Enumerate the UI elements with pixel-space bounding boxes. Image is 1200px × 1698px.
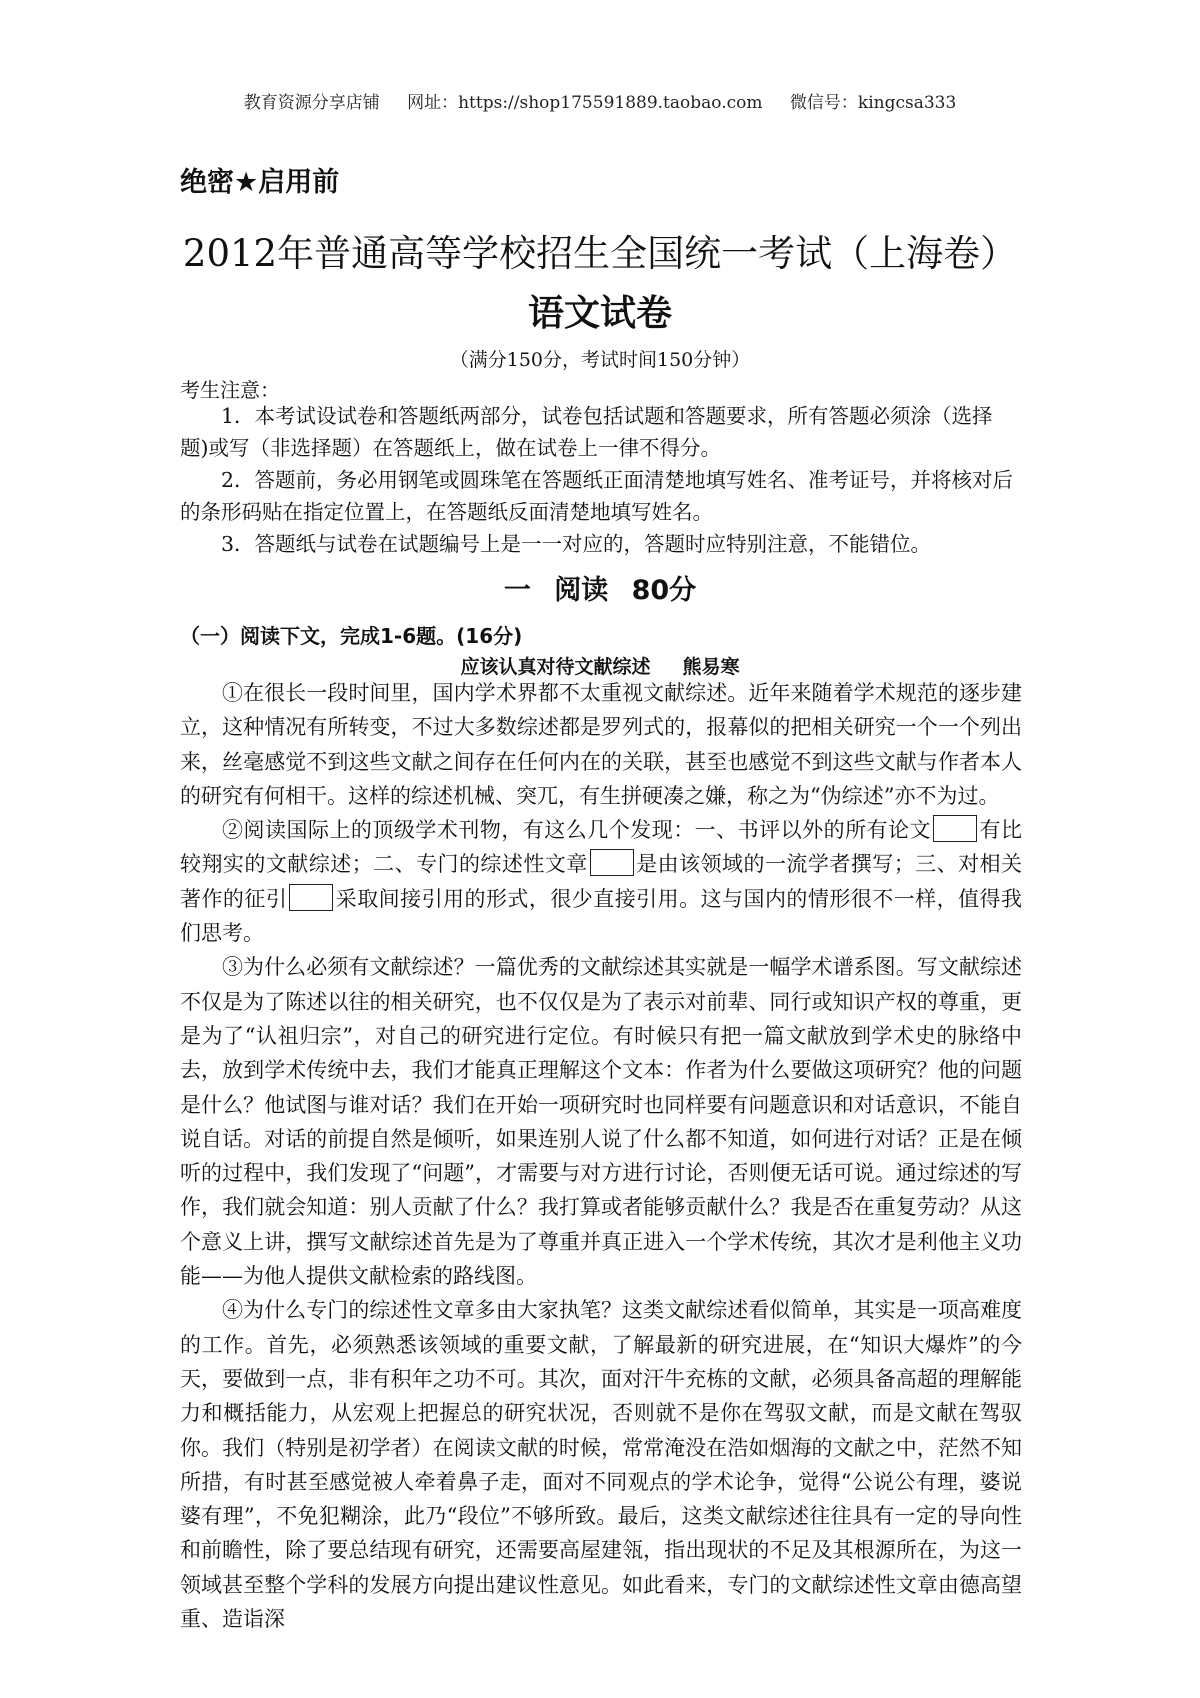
article-author: 熊易寒: [682, 656, 740, 678]
exam-subtitle: 语文试卷: [527, 293, 672, 334]
paragraph-2-part: 有比较翔实的文献综述；二、专门的综述性文章: [180, 818, 1023, 877]
shop-url: 网址：https://shop175591889.taobao.com: [407, 93, 763, 113]
shop-name: 教育资源分享店铺: [243, 93, 380, 113]
paragraph-2-part: 是由该领域的一流学者撰写；三、对相关著作的征引: [180, 852, 1023, 911]
paragraph-4: ④为什么专门的综述性文章多由大家执笔？这类文献综述看似简单，其实是一项高难度的工作。首先，必须熟悉该领域的重要文献，了解最新的研究进展，在“知识大爆炸”的今天，要做到一点，非有积年之功不可。其次，面对汗牛充栋的文献，必须具备高超的理解能力和概括能力，从宏观上把握总的研究状况，否则就不是你在驾驭文献，而是文献在驾驭你。我们（特别是初学者）在阅读文献的时候，常常淹没在浩如烟海的文献之中，茫然不知所措，有时甚至感觉被人牵着鼻子走，面对不同观点的学术论争，觉得“公说公有理，婆说婆有理”，不免犯糊涂，此乃“段位”不够所致。最后，这类文献综述往往具有一定的导向性和前瞻性，除了要总结现有研究，还需要高屋建瓴，指出现状的不足及其根源所在，为这一领域甚至整个学科的发展方向提出建议性意见。如此看来，专门的文献综述性文章由德高望重、造诣深: [180, 1298, 1022, 1632]
exam-title: 2012年普通高等学校招生全国统一考试（上海卷）: [182, 232, 1018, 275]
notes-list: [180, 400, 1020, 560]
note-item: 3．答题纸与试卷在试题编号上是一一对应的，答题时应特别注意，不能错位。: [221, 532, 932, 556]
paragraph-2: [180, 813, 1022, 950]
note-item: 1．本考试设试卷和答题纸两部分，试卷包括试题和答题要求，所有答题必须涂（选择题)或写（非选择题）在答题纸上，做在试卷上一律不得分。: [180, 404, 993, 460]
paragraph-1: ①在很长一段时间里，国内学术界都不太重视文献综述。近年来随着学术规范的逐步建立，这种情况有所转变，不过大多数综述都是罗列式的，报幕似的把相关研究一个一个列出来，丝毫感觉不到这些文献之间存在任何内在的关联，甚至也感觉不到这些文献与作者本人的研究有何相干。这样的综述机械、突兀，有生拼硬凑之嫌，称之为“伪综述”亦不为过。: [180, 681, 1022, 808]
fill-blank-box: [590, 849, 634, 876]
question-heading: （一）阅读下文，完成1-6题。(16分): [180, 624, 523, 648]
article-body: [180, 676, 1022, 1636]
paragraph-3: ③为什么必须有文献综述？一篇优秀的文献综述其实就是一幅学术谱系图。写文献综述不仅是为了陈述以往的相关研究，也不仅仅是为了表示对前辈、同行或知识产权的尊重，更是为了“认祖归宗”，对自己的研究进行定位。有时候只有把一篇文献放到学术史的脉络中去，放到学术传统中去，我们才能真正理解这个文本：作者为什么要做这项研究？他的问题是什么？他试图与谁对话？我们在开始一项研究时也同样要有问题意识和对话意识，不能自说自话。对话的前提自然是倾听，如果连别人说了什么都不知道，如何进行对话？正是在倾听的过程中，我们发现了“问题”，才需要与对方进行讨论，否则便无话可说。通过综述的写作，我们就会知道：别人贡献了什么？我打算或者能够贡献什么？我是否在重复劳动？从这个意义上讲，撰写文献综述首先是为了尊重并真正进入一个学术传统，其次才是利他主义功能——为他人提供文献检索的路线图。: [180, 955, 1022, 1289]
article-title: 应该认真对待文献综述: [460, 656, 651, 678]
exam-meta: （满分150分，考试时间150分钟）: [449, 349, 751, 371]
paragraph-2-part: ②阅读国际上的顶级学术刊物，有这么几个发现：一、书评以外的所有论文: [222, 818, 932, 843]
fill-blank-box: [933, 815, 977, 842]
confidential-stamp: 绝密★启用前: [180, 167, 340, 198]
note-item: 2．答题前，务必用钢笔或圆珠笔在答题纸正面清楚地填写姓名、准考证号，并将核对后的条形码贴在指定位置上，在答题纸反面清楚地填写姓名。: [180, 468, 1014, 524]
notes-heading: 考生注意：: [180, 378, 280, 402]
page-header: [0, 88, 1200, 113]
article-heading: [0, 652, 1200, 679]
wechat-id: 微信号：kingcsa333: [789, 93, 957, 113]
section-heading: 一 阅读 80分: [503, 575, 697, 606]
fill-blank-box: [289, 884, 333, 911]
paragraph-2-part: 采取间接引用的形式，很少直接引用。这与国内的情形很不一样，值得我们思考。: [180, 886, 1022, 946]
